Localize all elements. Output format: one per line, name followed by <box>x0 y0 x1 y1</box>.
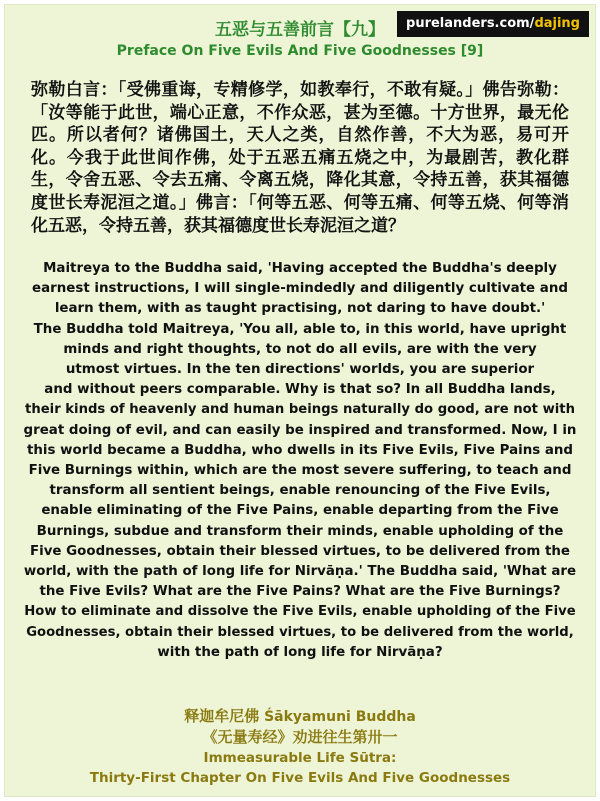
translation-line: Goodnesses, obtain their blessed virtues, to be delivered from the world, <box>26 624 574 640</box>
english-translation <box>23 259 577 663</box>
translation-line: and without peers comparable. Why is that so? In all Buddha lands, <box>44 382 556 398</box>
translation-line: How to eliminate and dissolve the Five Evils, enable upholding of the Five <box>24 604 576 620</box>
speaker-name <box>5 706 595 727</box>
citation-footer <box>5 706 595 788</box>
page-title-english: Preface On Five Evils And Five Goodnesses [9] <box>116 43 484 59</box>
translation-line: earnest instructions, I will single-mindedly and diligently cultivate and <box>32 281 568 297</box>
translation-line: with the path of long life for Nirvāṇa? <box>157 644 443 660</box>
translation-line: Five Goodnesses, obtain their blessed virtues, to be delivered from the <box>29 543 571 559</box>
speaker-name-chinese: 释迦牟尼佛 <box>184 707 260 725</box>
translation-line: minds and right thoughts, to not do all evils, are with the very <box>63 341 537 357</box>
translation-line: great doing of evil, and can easily be inspired and transformed. Now, I in <box>23 422 577 438</box>
translation-line: the Five Evils? What are the Five Pains? What are the Five Burnings? <box>39 584 561 600</box>
sutra-title-english: Immeasurable Life Sūtra: <box>203 750 397 766</box>
speaker-name-english: Śākyamuni Buddha <box>264 709 416 725</box>
translation-line: utmost virtues. In the ten directions' worlds, you are superior <box>65 362 535 378</box>
translation-line: enable eliminating of the Five Pains, enable departing from the Five <box>41 503 559 519</box>
translation-line: The Buddha told Maitreya, 'You all, able to, in this world, have upright <box>33 321 567 337</box>
site-url-domain: purelanders.com/ <box>406 16 535 31</box>
translation-line: learn them, with as taught practising, not daring to have doubt.' <box>54 301 546 317</box>
translation-line: Five Burnings within, which are the most severe suffering, to teach and <box>28 463 572 479</box>
page-title-chinese: 五恶与五善前言【九】 <box>215 20 385 40</box>
translation-line: Maitreya to the Buddha said, 'Having accepted the Buddha's deeply <box>43 261 557 276</box>
translation-line: Burnings, subdue and transform their minds, enable upholding of the <box>36 523 564 539</box>
content-card <box>4 4 596 797</box>
site-url-path: dajing <box>534 16 580 31</box>
sutra-title-chinese: 《无量寿经》劝进往生第卅一 <box>202 728 398 746</box>
chinese-scripture-text: 弥勒白言：「受佛重诲，专精修学，如教奉行，不敢有疑。」佛告弥勒：「汝等能于此世，端心正意，不作众恶，甚为至德。十方世界，最无伦匹。所以者何？诸佛国土，天人之类，自然作善，不大为恶，易可开化。今我于此世间作佛，处于五恶五痛五烧之中，为最剧苦，教化群生，令舍五恶、令去五痛、令离五烧，降化其意，令持五善，获其福德度世长寿泥洹之道。」佛言：「何等五恶、何等五痛、何等五烧、何等消化五恶，令持五善，获其福德度世长寿泥洹之道？ <box>31 80 569 236</box>
translation-line: their kinds of heavenly and human beings naturally do good, are not with <box>25 402 575 418</box>
translation-line: world, with the path of long life for Nirvāṇa.' The Buddha said, 'What are <box>23 564 577 580</box>
translation-line: transform all sentient beings, enable renouncing of the Five Evils, <box>49 483 551 499</box>
chapter-title-english: Thirty-First Chapter On Five Evils And Five Goodnesses <box>89 770 511 786</box>
translation-line: this world became a Buddha, who dwells in its Five Evils, Five Pains and <box>26 442 574 458</box>
